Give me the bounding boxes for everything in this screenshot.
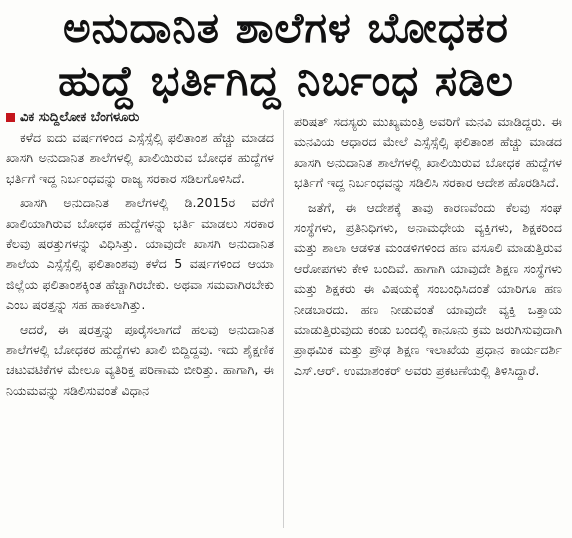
left-paragraph-1: ಕಳೆದ ಐದು ವರ್ಷಗಳಿಂದ ಎಸ್ಸೆಸ್ಸೆಲ್ಸಿ ಫಲಿತಾಂಶ ಹೆಚ್ಚು ಮಾಡದ ಖಾಸಗಿ ಅನುದಾನಿತ ಶಾಲೆಗಳಲ್ಲಿ ಖಾಲಿಯಿರುವ ಬೋಧಕ ಹುದ್ದೆಗಳ ಭರ್ತಿಗೆ ಇದ್ದ ನಿರ್ಬಂಧವನ್ನು ರಾಜ್ಯ ಸರಕಾರ ಸಡಿಲಗೊಳಿಸಿದೆ. [6, 130, 274, 186]
left-paragraph-2: ಖಾಸಗಿ ಅನುದಾನಿತ ಶಾಲೆಗಳಲ್ಲಿ ಡಿ.2015ರ ವರೆಗೆ ಖಾಲಿಯಾಗಿರುವ ಬೋಧಕ ಹುದ್ದೆಗಳನ್ನು ಭರ್ತಿ ಮಾಡಲು ಸರಕಾರ ಕೆಲವು ಷರತ್ತುಗಳನ್ನು ವಿಧಿಸಿತ್ತು. ಯಾವುದೇ ಖಾಸಗಿ ಅನುದಾನಿತ ಶಾಲೆಯ ಎಸ್ಸೆಸ್ಸೆಲ್ಸಿ ಫಲಿತಾಂಶವು ಕಳೆದ 5 ವರ್ಷಗಳಿಂದ ಆಯಾ ಜಿಲ್ಲೆಯ ಫಲಿತಾಂಶಕ್ಕಿಂತ ಹೆಚ್ಚಾಗಿರಬೇಕು. ಅಥವಾ ಸಮವಾಗಿರಬೇಕು ಎಂಬ ಷರತ್ತನ್ನು ಸಹ ಹಾಕಲಾಗಿತ್ತು. [6, 195, 274, 313]
left-paragraph-3: ಆದರೆ, ಈ ಷರತ್ತನ್ನು ಪೂರೈಸಲಾಗದೆ ಹಲವು ಅನುದಾನಿತ ಶಾಲೆಗಳಲ್ಲಿ ಬೋಧಕರ ಹುದ್ದೆಗಳು ಖಾಲಿ ಬಿದ್ದಿದ್ದವು. ಇದು ಶೈಕ್ಷಣಿಕ ಚಟುವಟಿಕೆಗಳ ಮೇಲೂ ವ್ಯತಿರಿಕ್ತ ಪರಿಣಾಮ ಬೀರಿತ್ತು. ಹಾಗಾಗಿ, ಈ ನಿಯಮವನ್ನು ಸಡಿಲಿಸುವಂತೆ ವಿಧಾನ [6, 321, 274, 398]
headline-line-2: ಹುದ್ದೆ ಭರ್ತಿಗಿದ್ದ ನಿರ್ಬಂಧ ಸಡಿಲ [58, 56, 514, 105]
byline [6, 110, 139, 125]
column-divider [283, 110, 284, 528]
left-column [6, 128, 274, 401]
byline-source: ವಿಕ ಸುದ್ದಿಲೋಕ [20, 110, 87, 125]
square-bullet-icon [6, 113, 15, 122]
right-column [294, 112, 562, 381]
right-paragraph-1: ಪರಿಷತ್ ಸದಸ್ಯರು ಮುಖ್ಯಮಂತ್ರಿ ಅವರಿಗೆ ಮನವಿ ಮಾಡಿದ್ದರು. ಈ ಮನವಿಯ ಆಧಾರದ ಮೇಲೆ ಎಸ್ಸೆಸ್ಸೆಲ್ಸಿ ಫಲಿತಾಂಶ ಹೆಚ್ಚು ಮಾಡದ ಖಾಸಗಿ ಅನುದಾನಿತ ಶಾಲೆಗಳಲ್ಲಿ ಖಾಲಿಯಿರುವ ಬೋಧಕ ಹುದ್ದೆಗಳ ಭರ್ತಿಗೆ ಇದ್ದ ನಿರ್ಬಂಧವನ್ನು ಸಡಿಲಿಸಿ ಸರಕಾರ ಆದೇಶ ಹೊರಡಿಸಿದೆ. [294, 114, 562, 191]
headline-line-1: ಅನುದಾನಿತ ಶಾಲೆಗಳ ಬೋಧಕರ [63, 3, 509, 52]
headline [0, 2, 572, 108]
right-paragraph-2: ಜತೆಗೆ, ಈ ಆದೇಶಕ್ಕೆ ತಾವು ಕಾರಣವೆಂದು ಕೆಲವು ಸಂಘ ಸಂಸ್ಥೆಗಳು, ಪ್ರತಿನಿಧಿಗಳು, ಅನಾಮಧೇಯ ವ್ಯಕ್ತಿಗಳು, ಶಿಕ್ಷಕರಿಂದ ಮತ್ತು ಶಾಲಾ ಆಡಳಿತ ಮಂಡಳಿಗಳಿಂದ ಹಣ ವಸೂಲಿ ಮಾಡುತ್ತಿರುವ ಆರೋಪಗಳು ಕೇಳಿ ಬಂದಿವೆ. ಹಾಗಾಗಿ ಯಾವುದೇ ಶಿಕ್ಷಣ ಸಂಸ್ಥೆಗಳು ಮತ್ತು ಶಿಕ್ಷಕರು ಈ ವಿಷಯಕ್ಕೆ ಸಂಬಂಧಿಸಿದಂತೆ ಯಾರಿಗೂ ಹಣ ನೀಡಬಾರದು. ಹಣ ನೀಡುವಂತೆ ಯಾವುದೇ ವ್ಯಕ್ತಿ ಒತ್ತಾಯ ಮಾಡುತ್ತಿರುವುದು ಕಂಡು ಬಂದಲ್ಲಿ ಕಾನೂನು ಕ್ರಮ ಜರುಗಿಸುವುದಾಗಿ ಪ್ರಾಥಮಿಕ ಮತ್ತು ಪ್ರೌಢ ಶಿಕ್ಷಣ ಇಲಾಖೆಯ ಪ್ರಧಾನ ಕಾರ್ಯದರ್ಶಿ ಎಸ್.ಆರ್. ಉಮಾಶಂಕರ್ ಅವರು ಪ್ರಕಟಣೆಯಲ್ಲಿ ತಿಳಿಸಿದ್ದಾರೆ. [294, 199, 562, 378]
byline-place: ಬೆಂಗಳೂರು [90, 110, 140, 125]
